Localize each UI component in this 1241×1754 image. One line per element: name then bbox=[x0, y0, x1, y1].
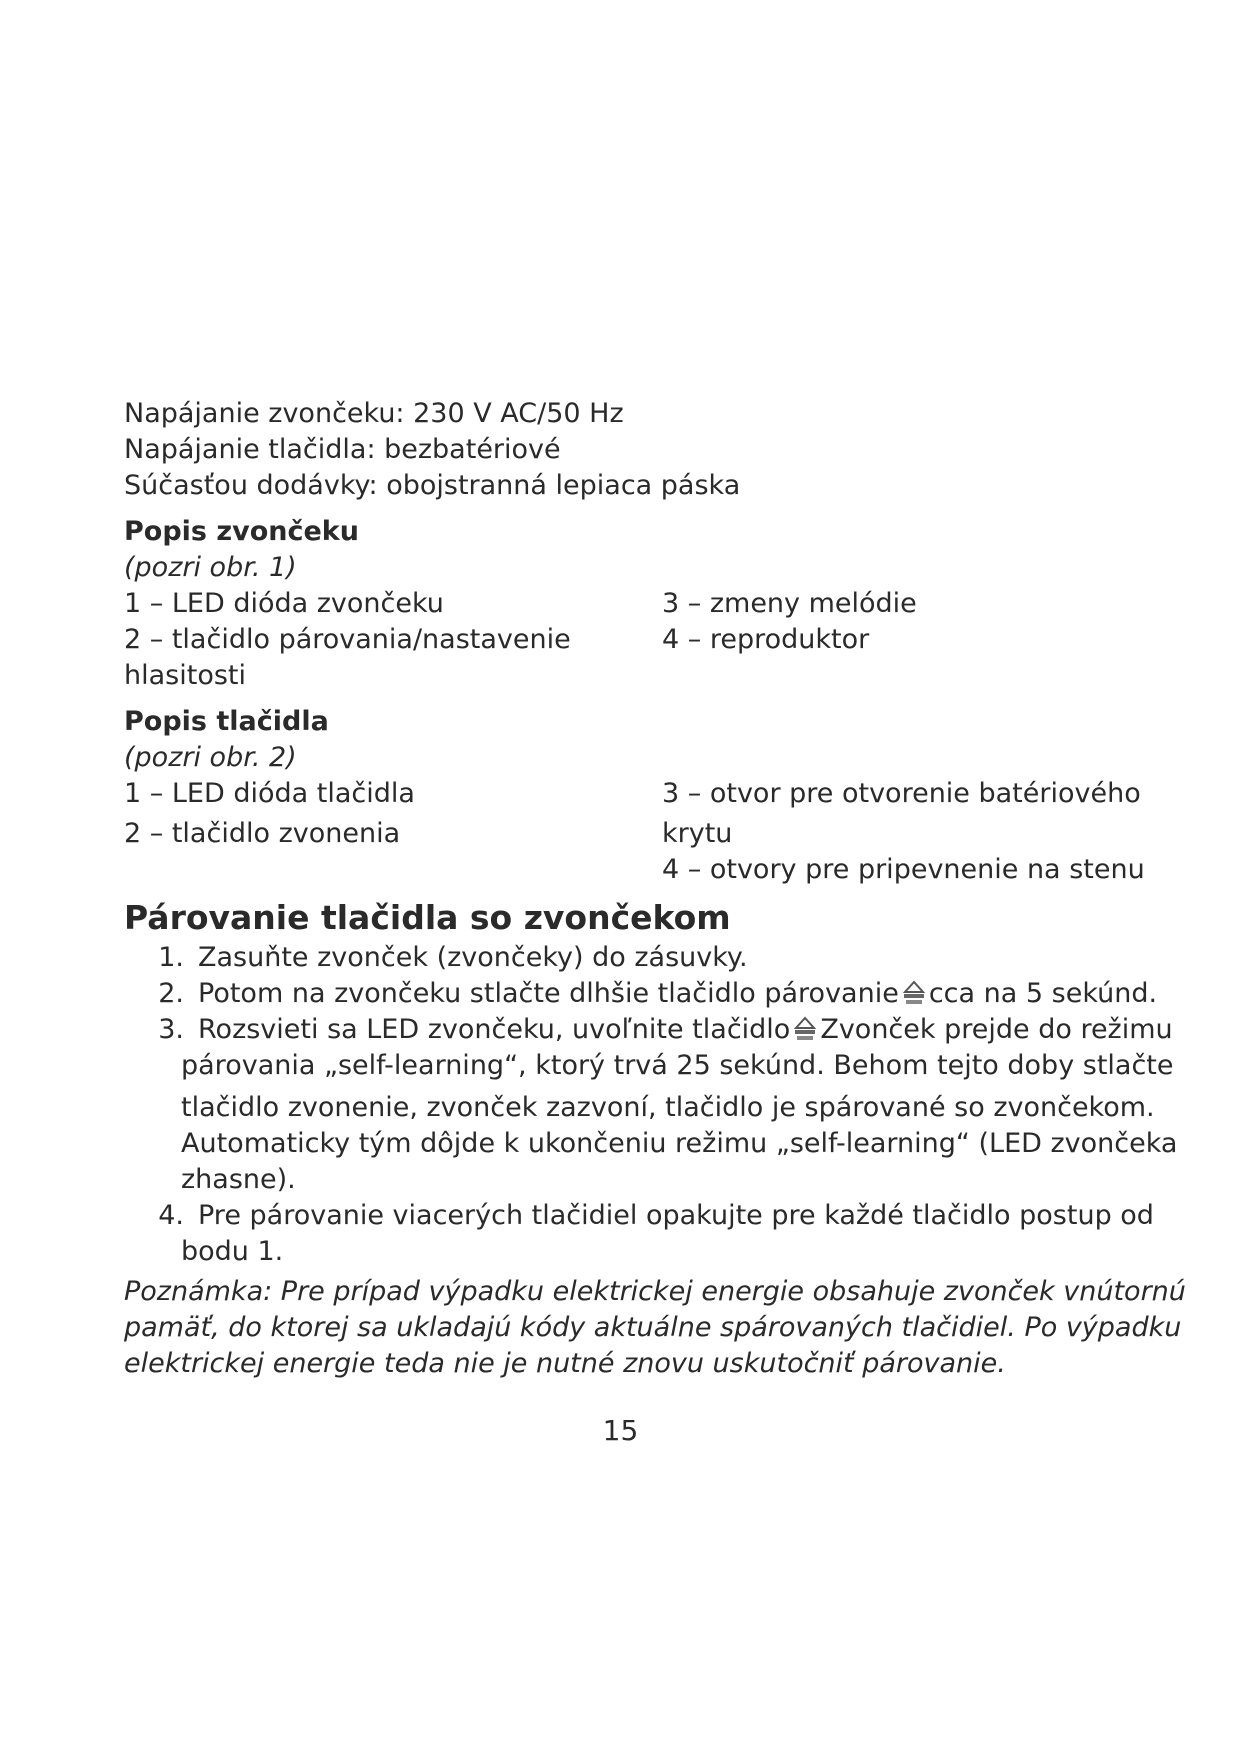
step-3-line-5: zhasne). bbox=[181, 1164, 296, 1195]
bell-item-2-continued: hlasitosti bbox=[124, 660, 246, 691]
bell-item-3: 3 – zmeny melódie bbox=[662, 588, 917, 619]
button-item-1: 1 – LED dióda tlačidla bbox=[124, 778, 415, 809]
step-text: Potom na zvončeku stlačte dlhšie tlačidlo párovanie bbox=[198, 978, 899, 1009]
pairing-step-1 bbox=[144, 940, 748, 976]
step-text: Pre párovanie viacerých tlačidiel opakujte pre každé tlačidlo postup od bbox=[198, 1200, 1154, 1231]
bell-section-title: Popis zvončeku bbox=[124, 516, 359, 547]
step-3-line-4: Automaticky tým dôjde k ukončeniu režimu „self-learning“ (LED zvončeka bbox=[181, 1128, 1178, 1159]
button-item-3: 3 – otvor pre otvorenie batériového bbox=[662, 778, 1141, 809]
spec-package: Súčasťou dodávky: obojstranná lepiaca páska bbox=[124, 470, 741, 501]
pairing-heading: Párovanie tlačidla so zvončekom bbox=[124, 898, 731, 937]
bell-item-1: 1 – LED dióda zvončeku bbox=[124, 588, 444, 619]
bell-item-4: 4 – reproduktor bbox=[662, 624, 870, 655]
step-3-line-3: tlačidlo zvonenie, zvonček zazvoní, tlačidlo je spárované so zvončekom. bbox=[181, 1092, 1155, 1123]
step-number: 4. bbox=[158, 1200, 184, 1231]
button-section-ref: (pozri obr. 2) bbox=[124, 742, 297, 773]
button-item-4: 4 – otvory pre pripevnenie na stenu bbox=[662, 854, 1145, 885]
note-line-1: Poznámka: Pre prípad výpadku elektrickej energie obsahuje zvonček vnútornú bbox=[124, 1276, 1186, 1307]
note-line-3: elektrickej energie teda nie je nutné znovu uskutočniť párovanie. bbox=[124, 1348, 1006, 1379]
page-number: 15 bbox=[602, 1414, 639, 1447]
pairing-step-3 bbox=[144, 1012, 1173, 1048]
spec-power-bell: Napájanie zvončeku: 230 V AC/50 Hz bbox=[124, 398, 624, 429]
button-item-2: 2 – tlačidlo zvonenia bbox=[124, 818, 401, 849]
button-section-title: Popis tlačidla bbox=[124, 706, 329, 737]
bell-item-2: 2 – tlačidlo párovania/nastavenie bbox=[124, 624, 571, 655]
step-text: Rozsvieti sa LED zvončeku, uvoľnite tlačidlo bbox=[198, 1014, 791, 1045]
note-line-2: pamäť, do ktorej sa ukladajú kódy aktuálne spárovaných tlačidiel. Po výpadku bbox=[124, 1312, 1182, 1343]
step-4-line-2: bodu 1. bbox=[181, 1236, 284, 1267]
step-number: 3. bbox=[158, 1014, 184, 1045]
bell-pairing-icon bbox=[900, 979, 928, 1007]
pairing-step-4 bbox=[144, 1198, 1154, 1234]
spec-power-button: Napájanie tlačidla: bezbatériové bbox=[124, 434, 561, 465]
bell-section-ref: (pozri obr. 1) bbox=[124, 552, 297, 583]
step-text: Zasuňte zvonček (zvončeky) do zásuvky. bbox=[198, 942, 748, 973]
bell-pairing-icon bbox=[791, 1015, 819, 1043]
step-3-line-2: párovania „self-learning“, ktorý trvá 25 sekúnd. Behom tejto doby stlačte bbox=[181, 1050, 1174, 1081]
pairing-step-2 bbox=[144, 976, 1157, 1012]
button-item-3-continued: krytu bbox=[662, 818, 733, 849]
step-number: 2. bbox=[158, 978, 184, 1009]
step-text-end: Zvonček prejde do režimu bbox=[820, 1014, 1173, 1045]
step-text-end: cca na 5 sekúnd. bbox=[928, 978, 1158, 1009]
step-number: 1. bbox=[158, 942, 184, 973]
